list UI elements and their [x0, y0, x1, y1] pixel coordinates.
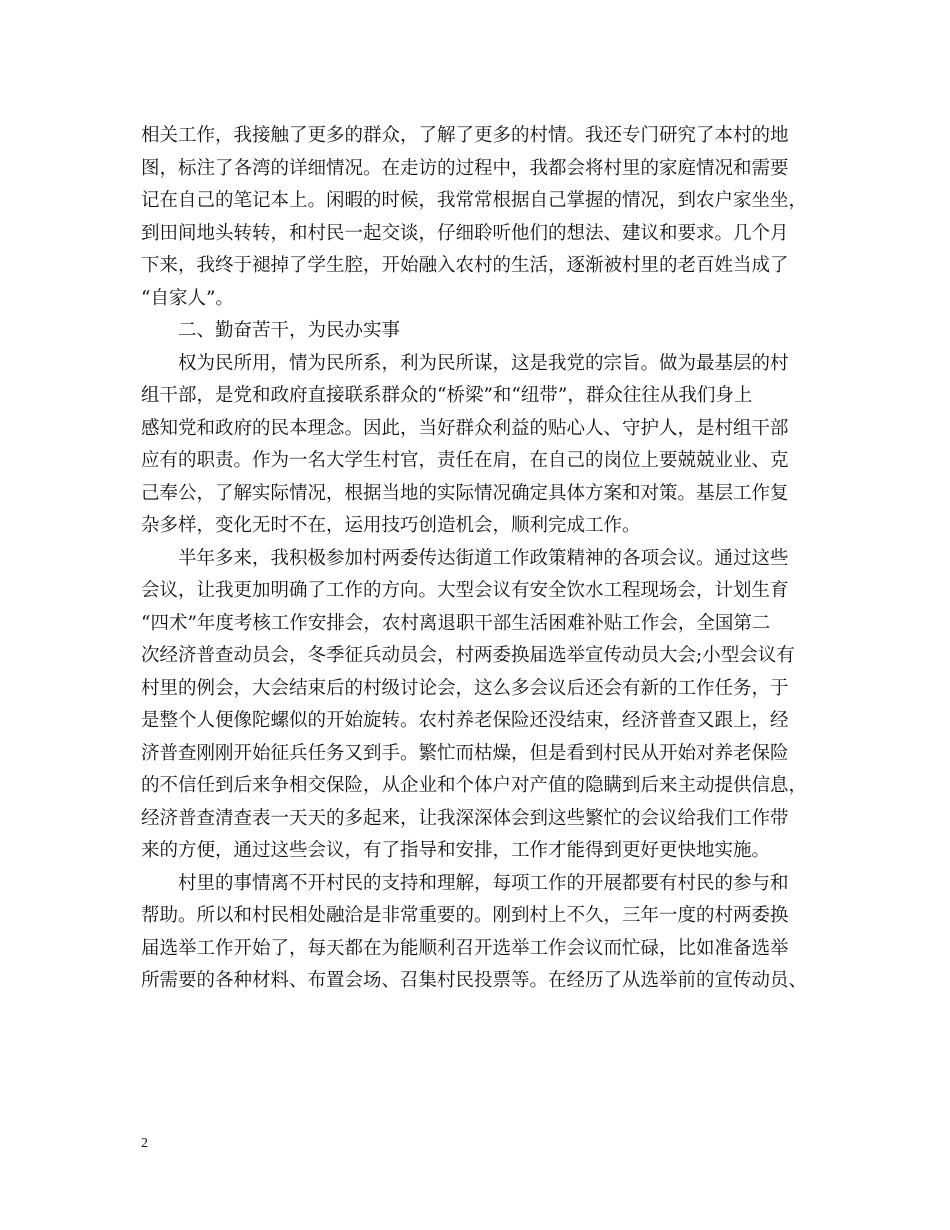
text-line: 感知党和政府的民本理念。因此，当好群众利益的贴心人、守护人，是村组干部 — [141, 417, 789, 439]
text-line: 是整个人便像陀螺似的开始旋转。农村养老保险还没结束，经济普查又跟上，经 — [141, 710, 789, 731]
text-line: 下来，我终于褪掉了学生腔，开始融入农村的生活，逐渐被村里的老百姓当成了 — [141, 255, 789, 276]
text-line: 应有的职责。作为一名大学生村官，责任在肩，在自己的岗位上要兢兢业业、克 — [141, 450, 789, 471]
text-line: 次经济普查动员会，冬季征兵动员会，村两委换届选举宣传动员大会;小型会议有 — [141, 645, 795, 666]
text-line: 杂多样，变化无时不在，运用技巧创造机会，顺利完成工作。 — [141, 515, 641, 536]
text-line: 记在自己的笔记本上。闲暇的时候，我常常根据自己掌握的情况，到农户家坐坐， — [141, 190, 808, 211]
text-line: 所需要的各种材料、布置会场、召集村民投票等。在经历了从选举前的宣传动员、 — [141, 970, 808, 991]
text-line: 届选举工作开始了，每天都在为能顺利召开选举工作会议而忙碌，比如准备选举 — [141, 937, 789, 959]
text-line: 济普查刚刚开始征兵任务又到手。繁忙而枯燥，但是看到村民从开始对养老保险 — [141, 742, 789, 764]
text-line: 组干部，是党和政府直接联系群众的“桥梁”和“纽带”，群众往往从我们身上 — [141, 385, 753, 406]
text-line: 相关工作，我接触了更多的群众，了解了更多的村情。我还专门研究了本村的地 — [141, 125, 789, 146]
text-line: 的不信任到后来争相交保险，从企业和个体户对产值的隐瞒到后来主动提供信息， — [141, 775, 808, 796]
text-line: 来的方便，通过这些会议，有了指导和安排，工作才能得到更好更快地实施。 — [141, 840, 771, 861]
section-heading: 二、勤奋苦干，为民办实事 — [178, 320, 401, 341]
text-line: 帮助。所以和村民相处融洽是非常重要的。刚到村上不久，三年一度的村两委换 — [141, 905, 789, 926]
text-line: 会议，让我更加明确了工作的方向。大型会议有安全饮水工程现场会，计划生育 — [141, 580, 789, 601]
paragraph-start-line: 村里的事情离不开村民的支持和理解，每项工作的开展都要有村民的参与和 — [178, 872, 789, 894]
paragraph-start-line: 权为民所用，情为民所系，利为民所谋，这是我党的宗旨。做为最基层的村 — [178, 352, 789, 374]
body-text — [141, 120, 821, 998]
text-line: 图，标注了各湾的详细情况。在走访的过程中，我都会将村里的家庭情况和需要 — [141, 157, 789, 179]
paragraph-start-line: 半年多来，我积极参加村两委传达街道工作政策精神的各项会议。通过这些 — [178, 547, 789, 569]
text-line: 经济普查清查表一天天的多起来，让我深深体会到这些繁忙的会议给我们工作带 — [141, 807, 789, 829]
text-line: 己奉公，了解实际情况，根据当地的实际情况确定具体方案和对策。基层工作复 — [141, 482, 789, 504]
text-line: 村里的例会，大会结束后的村级讨论会，这么多会议后还会有新的工作任务，于 — [141, 677, 789, 699]
page-number: 2 — [141, 1136, 148, 1151]
text-line: “四术”年度考核工作安排会，农村离退职干部生活困难补贴工作会，全国第二 — [141, 612, 771, 634]
text-line: “自家人”。 — [141, 287, 234, 309]
text-line: 到田间地头转转，和村民一起交谈，仔细聆听他们的想法、建议和要求。几个月 — [141, 222, 789, 244]
